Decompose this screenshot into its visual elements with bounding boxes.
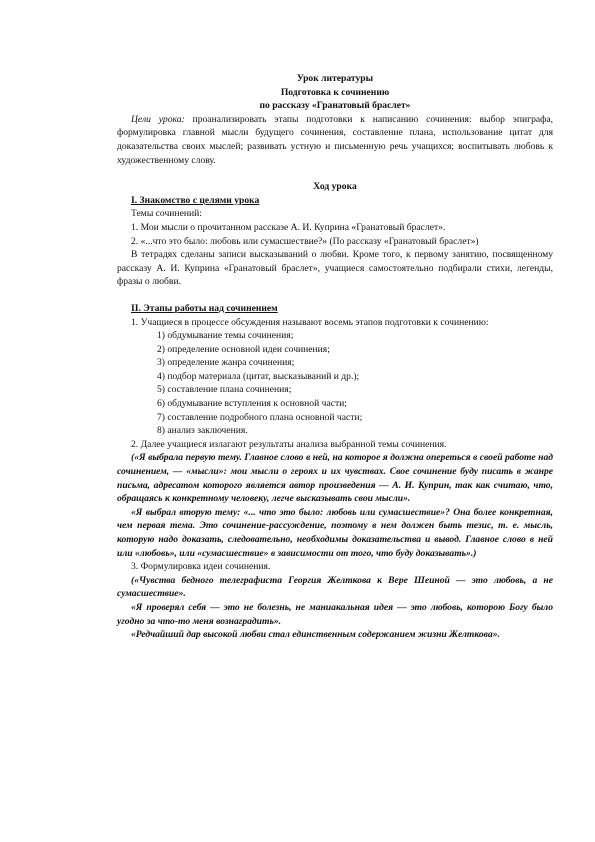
lesson-title: Урок литературы	[296, 73, 374, 84]
step-2: 2. Далее учащиеся излагают результаты анализа выбранной темы сочинения.	[131, 438, 447, 450]
stage-item: 2) определение основной идеи сочинения;	[157, 343, 330, 355]
topic-2: 2. «...что это было: любовь или сумасшествие?» (По рассказу «Гранатовый браслет»)	[131, 235, 479, 247]
idea-quote-3: «Редчайший дар высокой любви стал единственным содержанием жизни Желткова».	[131, 629, 500, 641]
stage-item: 6) обдумывание вступления к основной части;	[157, 398, 347, 410]
section2-heading: II. Этапы работы над сочинением	[131, 302, 278, 314]
lesson-progress-heading: Ход урока	[313, 181, 357, 193]
goals-label: Цели урока:	[131, 113, 185, 125]
stage-item: 5) составление плана сочинения;	[157, 384, 292, 396]
notebook-paragraph: В тетрадях сделаны записи высказываний о любви. Кроме того, к первому занятию, посвященному рассказу А. И. Куприна «Гранатовый браслет», учащиеся самостоятельно подбирали стихи, легенды, фразы о любви.	[117, 249, 553, 288]
idea-quote-1: («Чувства бедного телеграфиста Георгия Желткова к Вере Шеиной — это любовь, а не сумасшествие».	[117, 574, 553, 600]
stage-item: 3) определение жанра сочинения;	[157, 357, 295, 369]
step-3: 3. Формулировка идеи сочинения.	[131, 561, 271, 573]
stage-item: 8) анализ заключения.	[157, 425, 248, 437]
idea-quote-2: «Я проверял себя — это не болезнь, не маниакальная идея — это любовь, которою Богу было угодно за что-то меня вознаградить».	[117, 601, 553, 627]
student-quote-1: («Я выбрала первую тему. Главное слово в ней, на которое я должна опереться в своей работе над сочинением, — «мысли»: мои мысли о героях и их чувствах. Свое сочинение буду писать в жанре письма, адресатом которого является автор произведения — А. И. Куприн, так как считаю, что, обращаясь к конкретному человеку, легче высказывать свои мысли».	[117, 452, 553, 505]
stages-list	[117, 329, 553, 438]
topic-1: 1. Мои мысли о прочитанном рассказе А. И. Куприна «Гранатовый браслет».	[131, 221, 446, 233]
stage-item: 1) обдумывание темы сочинения;	[157, 330, 294, 342]
goals-text: проанализировать этапы подготовки к написанию сочинения: выбор эпиграфа, формулировка главной мысли будущего сочинения, составление плана, использование цитат для доказательства своих мыслей; развивать устную и письменную речь учащихся; воспитывать любовь к художественному слову.	[117, 113, 553, 166]
stage-item: 7) составление подробного плана основной части;	[157, 411, 363, 423]
lesson-goals	[117, 113, 553, 167]
document-content	[117, 72, 553, 642]
stages-intro: 1. Учащиеся в процессе обсуждения называют восемь этапов подготовки к сочинению:	[131, 316, 489, 328]
lesson-subtitle: Подготовка к сочинению	[280, 86, 390, 98]
topics-label: Темы сочинений:	[131, 208, 202, 220]
student-quote-2: «Я выбрал вторую тему: «... что это было: любовь или сумасшествие»? Она более конкретная, чем первая тема. Это сочинение-рассуждение, поэтому в нем должен быть тезис, т. е. мысль, которую надо доказать, следовательно, необходимы доказательства и вывод. Главное слово в ней или «любовь», или «сумасшествие» в зависимости от того, что буду доказывать».)	[117, 506, 553, 559]
section1-heading: I. Знакомство с целями урока	[131, 194, 260, 206]
lesson-topic: по рассказу «Гранатовый браслет»	[259, 100, 411, 112]
stage-item: 4) подбор материала (цитат, высказываний и др.);	[157, 370, 360, 382]
